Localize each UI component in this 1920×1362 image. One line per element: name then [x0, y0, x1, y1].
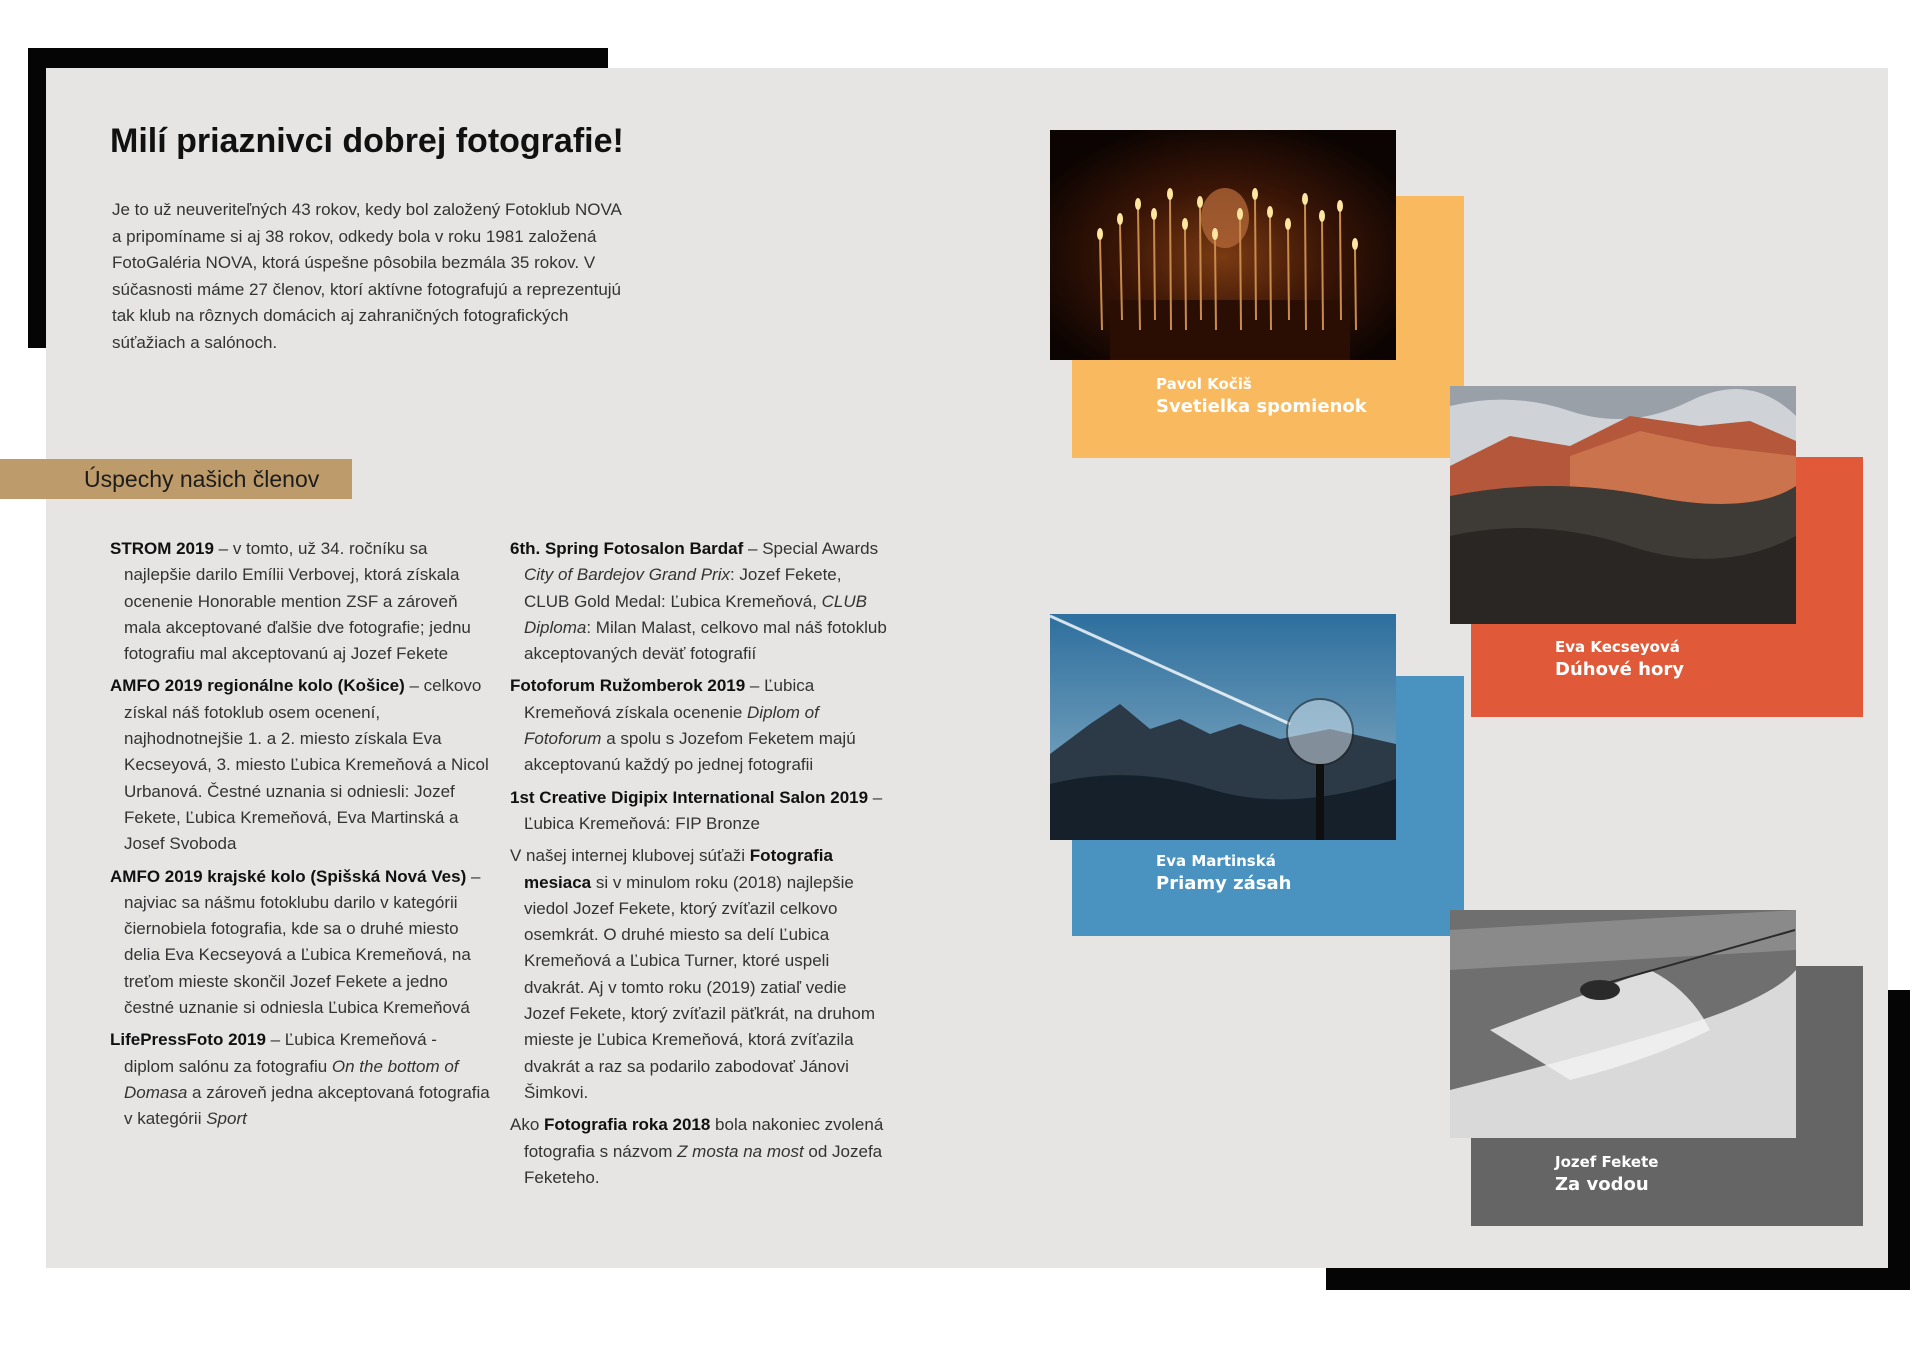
photo-title: Svetielka spomienok — [1156, 396, 1367, 417]
entry-fotoforum: Fotoforum Ružomberok 2019 – Ľubica Kremeňová získala ocenenie Diplom of Fotoforum a spolu s Jozefom Feketem majú akceptovanú každý po jednej fotografii — [510, 676, 856, 775]
photo-title: Dúhové hory — [1555, 659, 1684, 680]
photo-caption-2 — [1555, 637, 1684, 683]
photo-caption-4 — [1555, 1152, 1658, 1198]
candles-photo — [1050, 130, 1396, 360]
achievements-left-column — [110, 536, 490, 1139]
photo-author: Jozef Fekete — [1555, 1153, 1659, 1171]
section-label — [0, 459, 352, 499]
intro-paragraph: Je to už neuveriteľných 43 rokov, kedy bol založený Fotoklub NOVA a pripomíname si aj 38 rokov, odkedy bola v roku 1981 založená FotoGaléria NOVA, ktorá úspešne pôsobila bezmála 35 rokov. V súčasnosti máme 27 členov, ktorí aktívne fotografujú a reprezentujú tak klub na rôznych domácich aj zahraničných fotografických súťažiach a salónoch. — [112, 200, 622, 352]
section-label-text: Úspechy našich členov — [84, 466, 320, 492]
entry-lifepressfoto: LifePressFoto 2019 – Ľubica Kremeňová - diplom salónu za fotografiu On the bottom of Domasa a zároveň jedna akceptovaná fotografia v kategórii Sport — [110, 1030, 490, 1129]
photo-author: Eva Martinská — [1156, 852, 1276, 870]
entry-bardaf: 6th. Spring Fotosalon Bardaf – Special Awards City of Bardejov Grand Prix: Jozef Fekete, CLUB Gold Medal: Ľubica Kremeňová, CLUB Diploma: Milan Malast, celkovo mal náš fotoklub akceptovaných deväť fotografií — [510, 539, 887, 664]
mountains-photo — [1450, 386, 1796, 624]
page-title: Milí priaznivci dobrej fotografie! — [110, 122, 624, 160]
entry-fotografia-mesiaca: V našej internej klubovej súťaži Fotografia mesiaca si v minulom roku (2018) najlepšie viedol Jozef Fekete, ktorý zvíťazil celkovo osemkrát. O druhé miesto sa delí Ľubica Kremeňová a Ľubica Turner, ktoré uspeli dvakrát. Aj v tomto roku (2019) zatiaľ vedie Jozef Fekete, ktorý zvíťazil päťkrát, na druhom mieste je Ľubica Kremeňová, ktorá zvíťazila dvakrát a raz sa podarilo zabodovať Jánovi Šimkovi. — [510, 846, 876, 1102]
photo-author: Pavol Kočiš — [1156, 375, 1252, 393]
photo-author: Eva Kecseyová — [1555, 638, 1680, 656]
frame-corner-bottom-right — [1326, 1268, 1910, 1290]
achievements-right-column — [510, 536, 890, 1197]
entry-fotografia-roka: Ako Fotografia roka 2018 bola nakoniec zvolená fotografia s názvom Z mosta na most od Jozefa Feketeho. — [510, 1115, 884, 1187]
entry-digipix: 1st Creative Digipix International Salon 2019 – Ľubica Kremeňová: FIP Bronze — [510, 787, 883, 833]
lamp-sky-photo — [1050, 614, 1396, 840]
waterski-photo — [1450, 910, 1796, 1138]
photo-caption-1 — [1156, 374, 1367, 420]
frame-corner-top-left — [28, 48, 608, 70]
photo-caption-3 — [1156, 851, 1291, 897]
entry-amfo-krajske: AMFO 2019 krajské kolo (Spišská Nová Ves) – najviac sa nášmu fotoklubu darilo v kategórii čiernobiela fotografia, kde sa o druhé miesto delia Eva Kecseyová a Ľubica Kremeňová, na treťom mieste skončil Jozef Fekete a jedno čestné uznanie si odniesla Ľubica Kremeňová — [110, 866, 481, 1018]
photo-title: Priamy zásah — [1156, 873, 1292, 894]
photo-title: Za vodou — [1555, 1174, 1649, 1195]
frame-corner-bottom-right-vertical — [1888, 990, 1910, 1290]
entry-strom: STROM 2019 – v tomto, už 34. ročníku sa najlepšie darilo Emílii Verbovej, ktorá získala ocenenie Honorable mention ZSF a zároveň mala akceptované ďalšie dve fotografie; jednu fotografiu mal akceptovanú aj Jozef Fekete — [110, 539, 471, 664]
entry-amfo-regional: AMFO 2019 regionálne kolo (Košice) – celkovo získal náš fotoklub osem ocenení, najhodnotnejšie 1. a 2. miesto získala Eva Kecseyová, 3. miesto Ľubica Kremeňová a Nicol Urbanová. Čestné uznania si odniesli: Jozef Fekete, Ľubica Kremeňová, Eva Martinská a Josef Svoboda — [110, 676, 489, 854]
